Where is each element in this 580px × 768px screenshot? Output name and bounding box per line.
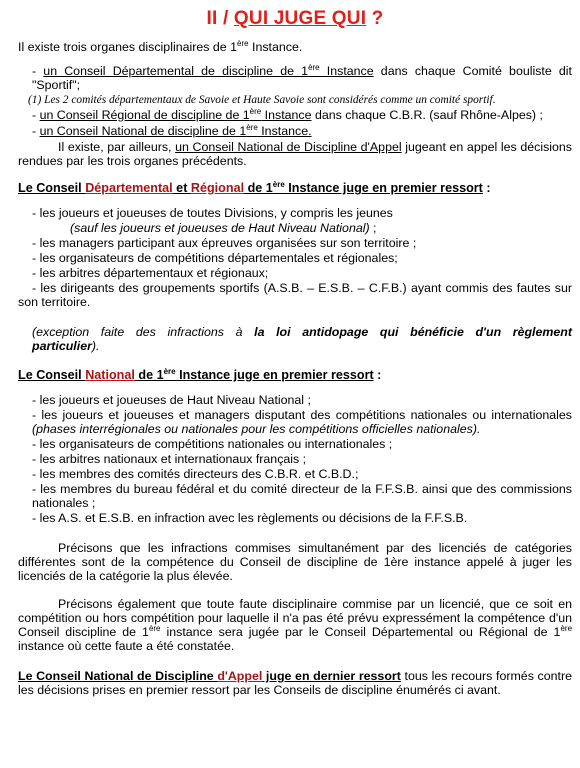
section3-heading [18,669,401,683]
para-sup: ère [148,624,161,633]
title-prefix: II / [206,8,234,29]
heading-text: de 1 [134,368,164,382]
organ-sup: ère [308,63,320,72]
section1-item: - les arbitres départementaux et régionaux; [32,266,269,280]
section1-item: - les joueurs et joueuses de toutes Divisions, y compris les jeunes [32,206,393,220]
intro-tail: Instance. [248,40,303,54]
section2-item: - les membres des comités directeurs des C.B.R. et C.B.D.; [32,467,359,481]
para-sup: ère [560,624,573,633]
organ-link-text: un Conseil National de discipline de 1 [39,124,247,138]
section1-item: - les dirigeants des groupements sportifs (A.S.B. – E.S.B. – C.F.B.) ayant commis des fautes sur son territoire. [18,281,572,309]
item-italic: (phases interrégionales ou nationales pour les compétitions officielles nationales). [32,422,481,436]
heading-text: Le Conseil [18,368,86,382]
heading-colon: : [482,181,491,195]
organ-link-text: un Conseil Départemental de discipline de 1 [43,64,309,78]
organ-rest: dans chaque C.B.R. (sauf Rhône-Alpes) ; [311,108,543,122]
exception-note [18,325,572,353]
dash: - [32,64,44,78]
section2-heading [18,368,572,383]
heading-text: et [172,181,191,195]
section2-item: - les membres du bureau fédéral et du comité directeur de la F.F.S.B. ainsi que des commissions nationales ; [32,482,572,510]
page-title [18,8,572,30]
section3-paragraph [18,669,572,697]
organ-link [40,108,312,122]
title-main: QUI JUGE QUI [233,8,367,29]
exception-tail: ). [91,339,100,353]
organ-item-regional [18,108,572,122]
organ-sup: ère [246,123,258,132]
organ-link-tail: Instance [319,64,374,78]
heading-text: Instance juge en premier ressort [175,368,374,382]
para-text: Précisons également que toute faute disciplinaire commise par un licencié, que ce soit en compétition ou hors compétition pour laquelle il n'a pas été prévu expressément la compétence d'un Conseil discipline de 1 [18,597,572,639]
organ-link-tail: Instance [261,108,312,122]
heading-colon: : [373,368,382,382]
appel-link: un Conseil National de Discipline d'Appel [175,140,402,154]
heading-red-word: Départemental [85,181,173,195]
exception-text: (exception faite des infractions à [32,325,255,339]
section2-heading-underlined [18,368,374,382]
section1-item: - les managers participant aux épreuves organisées sur son territoire ; [32,236,417,250]
heading-text: Instance juge en premier ressort [284,181,483,195]
note-tail: ; [369,221,377,235]
exception-bold: la loi antidopage qui bénéficie d'un règlement particulier [32,325,572,353]
organ-rest: dans chaque Comité bouliste dit "Sportif"; [32,64,573,92]
appel-paragraph [18,140,572,168]
intro-text: Il existe trois organes disciplinaires de 1 [18,40,238,54]
section2-item: - les arbitres nationaux et internationaux français ; [32,452,307,466]
dash: - [32,108,40,122]
organ-item-departemental [18,64,572,92]
section2-item: - les joueurs et joueuses de Haut Niveau National ; [32,393,311,407]
item-text: - les joueurs et joueuses et managers disputant des compétitions nationales ou internationales [32,408,572,422]
organ-link [40,124,312,138]
organ-item-national [18,124,572,138]
organ-link-text: un Conseil Régional de discipline de 1 [39,108,250,122]
section2-item [18,408,572,436]
intro-sup: ère [237,39,249,48]
section1-heading-underlined [18,181,483,195]
section2-item: - les A.S. et E.S.B. en infraction avec les règlements ou décisions de la F.F.S.B. [32,511,468,525]
title-suffix: ? [366,8,384,29]
heading-text: Le Conseil [18,181,86,195]
organ-link [43,64,373,78]
heading-text: de 1 [244,181,273,195]
dash: - [32,124,40,138]
para-text: instance où cette faute a été constatée. [18,639,235,653]
paragraph-precisons-1: Précisons que les infractions commises simultanément par des licenciés de catégories différentes sont de la compétence du Conseil de discipline de 1ère instance appelé à juger les licenciés de la catégorie la plus élevée. [18,541,572,583]
section1-item-note [18,221,572,235]
heading-red-word: National [85,368,135,382]
section1-item: - les organisateurs de compétitions départementales et régionales; [32,251,398,265]
section2-item: - les organisateurs de compétitions nationales ou internationales ; [32,437,393,451]
para-text: instance sera jugée par le Conseil Départemental ou Régional de 1 [160,625,561,639]
heading-red-word: d'Appel [217,669,263,683]
heading-red-word: Régional [190,181,245,195]
appel-rest: jugeant en appel les décisions rendues par les trois organes précédents. [18,140,572,168]
note-text: (sauf les joueurs et joueuses de Haut Niveau National) [70,221,370,235]
heading-sup: ère [163,367,176,376]
heading-text: Le Conseil National de Discipline [18,669,218,683]
organ-sup: ère [249,107,262,116]
organ-link-tail: Instance. [257,124,312,138]
paragraph-precisons-2 [18,597,572,653]
appel-lead: Il existe, par ailleurs, [58,140,176,154]
section3-rest: tous les recours formés contre les décisions prises en premier ressort par les Conseils de discipline énumérés ci avant. [18,669,572,697]
section1-heading [18,181,572,196]
footnote: (1) Les 2 comités départementaux de Savoie et Haute Savoie sont considérés comme un comité sportif. [28,94,496,106]
heading-sup: ère [272,180,285,189]
heading-text: juge en dernier ressort [262,669,401,683]
intro-paragraph [18,40,572,54]
